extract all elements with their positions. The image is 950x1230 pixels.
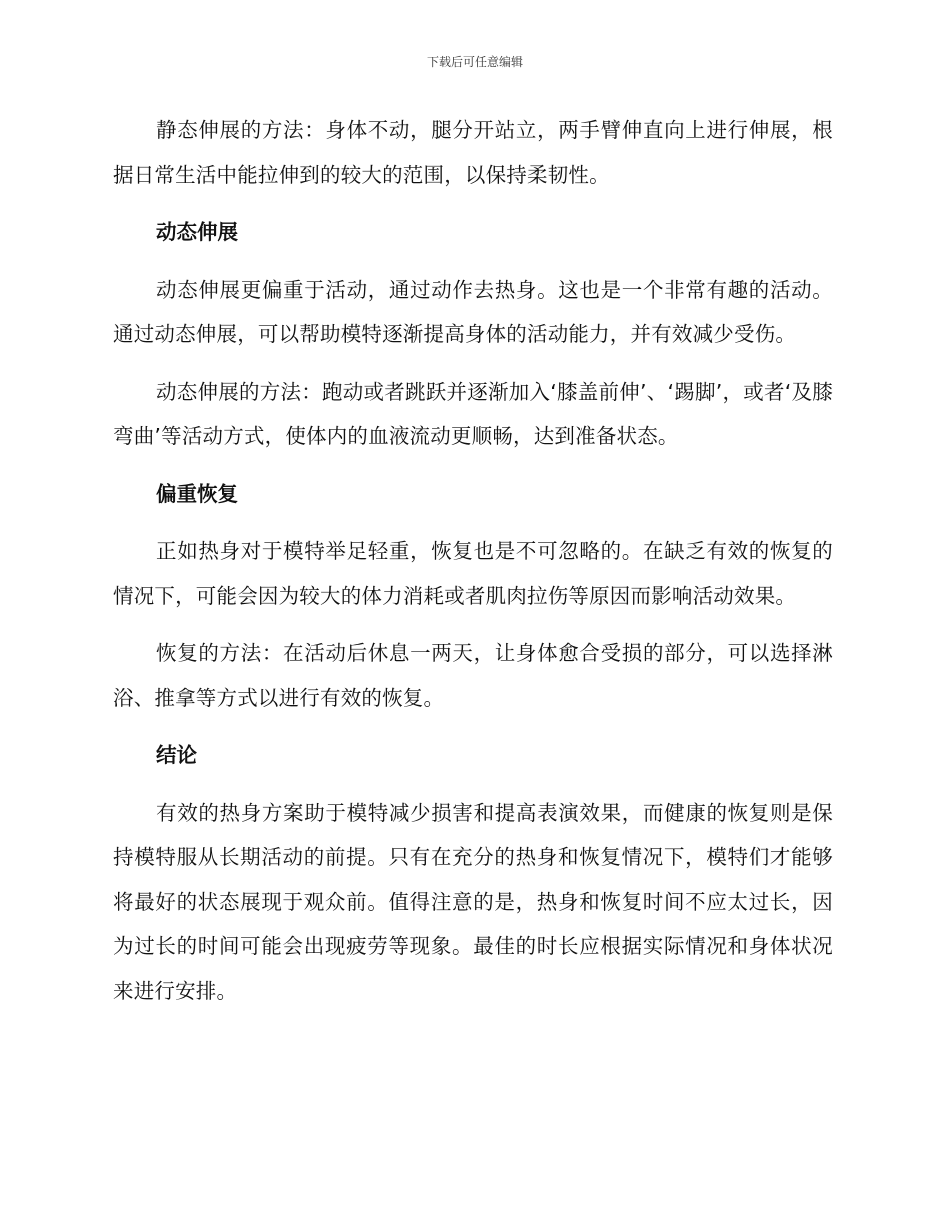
page-header: 下载后可任意编辑 (426, 55, 523, 69)
heading-conclusion: 结论 (156, 743, 197, 767)
heading-recovery: 偏重恢复 (156, 481, 238, 506)
document-body (113, 108, 833, 1026)
heading-dynamic-stretch: 动态伸展 (156, 220, 238, 244)
paragraph-recovery-method: 恢复的方法：在活动后休息一两天，让身体愈合受损的部分，可以选择淋浴、推拿等方式以进行有效的恢复。 (113, 641, 833, 710)
paragraph-dynamic-stretch-method: 动态伸展的方法：跑动或者跳跃并逐渐加入‘膝盖前伸’、‘踢脚’，或者‘及膝弯曲’等活动方式，使体内的血液流动更顺畅，达到准备状态。 (113, 379, 833, 448)
paragraph-conclusion: 有效的热身方案助于模特减少损害和提高表演效果，而健康的恢复则是保持模特服从长期活动的前提。只有在充分的热身和恢复情况下，模特们才能够将最好的状态展现于观众前。值得注意的是，热身和恢复时间不应太过长，因为过长的时间可能会出现疲劳等现象。最佳的时长应根据实际情况和身体状况来进行安排。 (113, 800, 833, 1003)
paragraph-recovery-intro: 正如热身对于模特举足轻重，恢复也是不可忽略的。在缺乏有效的恢复的情况下，可能会因为较大的体力消耗或者肌肉拉伤等原因而影响活动效果。 (113, 539, 833, 608)
paragraph-dynamic-stretch-intro: 动态伸展更偏重于活动，通过动作去热身。这也是一个非常有趣的活动。通过动态伸展，可以帮助模特逐渐提高身体的活动能力，并有效减少受伤。 (113, 277, 833, 346)
paragraph-static-stretch-method: 静态伸展的方法：身体不动，腿分开站立，两手臂伸直向上进行伸展，根据日常生活中能拉伸到的较大的范围，以保持柔韧性。 (113, 118, 833, 187)
